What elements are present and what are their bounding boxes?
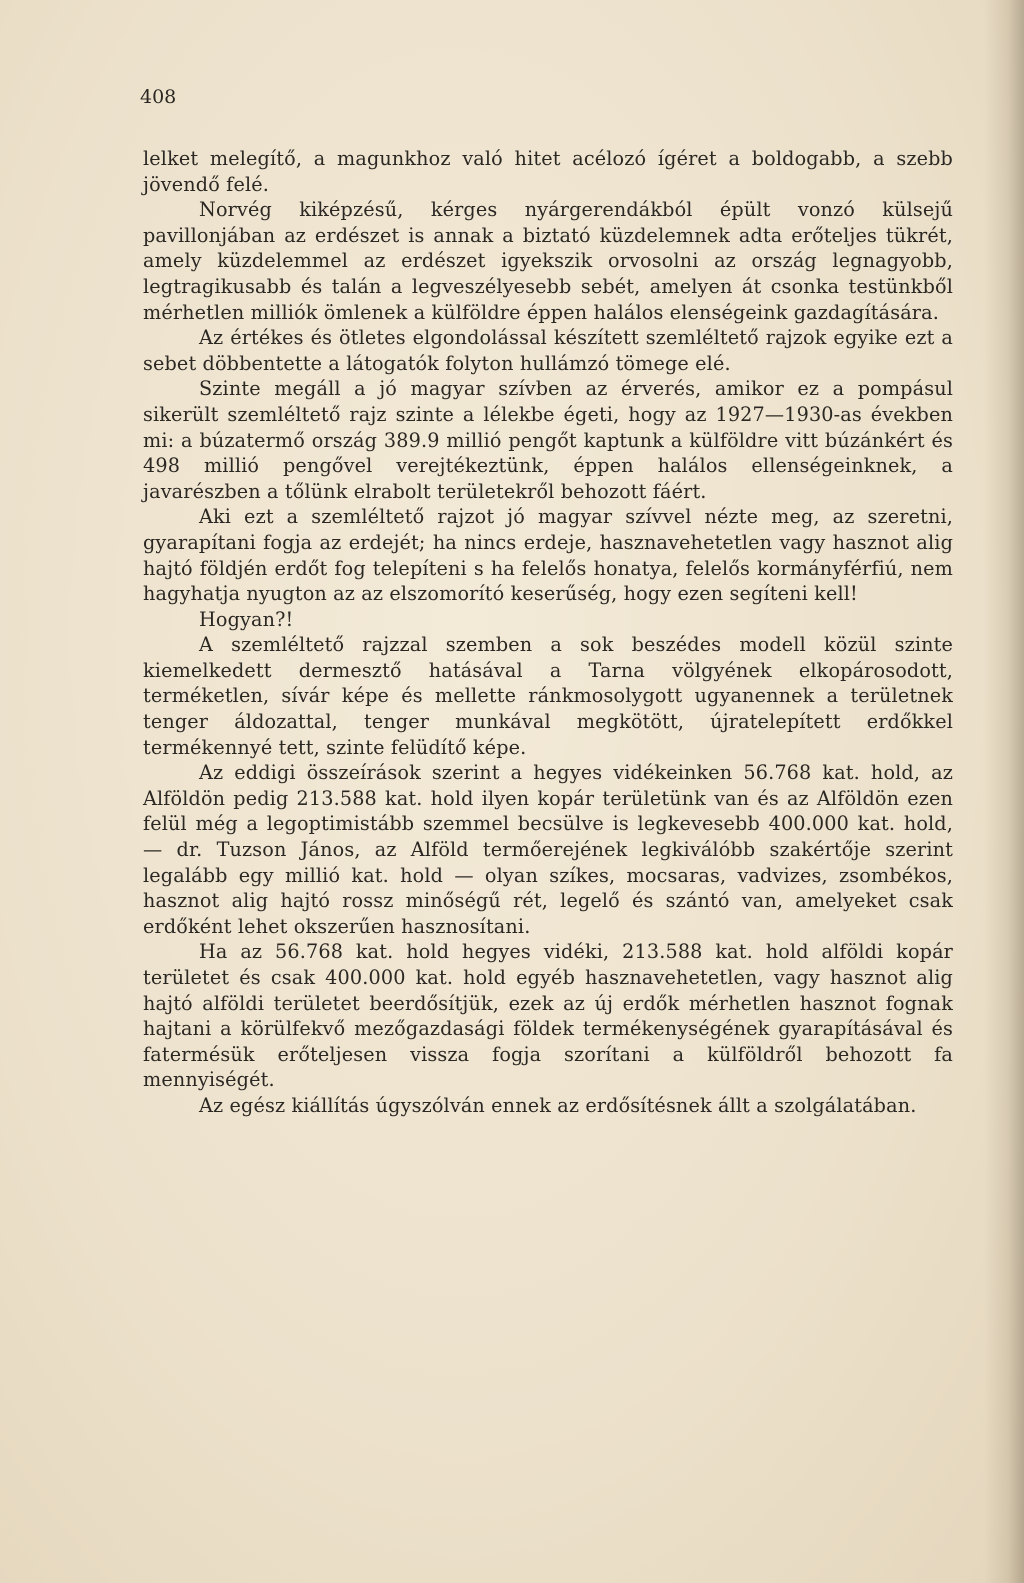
paragraph: Szinte megáll a jó magyar szívben az érverés, amikor ez a pompásul sikerült szemléltető rajz szinte a lélekbe égeti, hogy az 1927—1930-as években mi: a búzatermő ország 389.9 millió pengőt kaptunk a külföldre vitt búzánkért és 498 millió pengővel verejtékeztünk, éppen halálos ellenségeinknek, a javarészben a tőlünk elrabolt területekről behozott fáért.: [143, 377, 953, 503]
paragraph: Az egész kiállítás úgyszólván ennek az erdősítésnek állt a szolgálatában.: [199, 1093, 917, 1117]
paragraph: lelket melegítő, a magunkhoz való hitet acélozó ígéret a boldogabb, a szebb jövendő felé.: [143, 147, 953, 196]
paragraph: Ha az 56.768 kat. hold hegyes vidéki, 213.588 kat. hold alföldi kopár területet és csak 400.000 kat. hold egyéb hasznavehetetlen, vagy hasznot alig hajtó alföldi területet beerdősítjük, ezek az új erdők mérhetlen hasznot fognak hajtani a körülfekvő mezőgazdasági földek termékenységének gyarapításával és fatermésük erőteljesen vissza fogja szorítani a külföldről behozott fa mennyiségét.: [143, 940, 953, 1092]
paragraph: Norvég kiképzésű, kérges nyárgerendákból épült vonzó külsejű pavillonjában az erdészet is annak a biztató küzdelemnek adta erőteljes tükrét, amely küzdelemmel az erdészet igyekszik orvosolni az ország legnagyobb, legtragikusabb és talán a legveszélyesebb sebét, amelyen át csonka testünkből mérhetlen milliók ömlenek a külföldre éppen halálos elenségeink gazdagítására.: [143, 198, 953, 324]
paragraph: Az értékes és ötletes elgondolással készített szemléltető rajzok egyike ezt a sebet döbbentette a látogatók folyton hullámzó tömege elé.: [143, 326, 953, 375]
paragraph: Hogyan?!: [199, 607, 294, 631]
paragraph: Az eddigi összeírások szerint a hegyes vidékeinken 56.768 kat. hold, az Alföldön pedig 213.588 kat. hold ilyen kopár területünk van és az Alföldön ezen felül még a legoptimistább szemmel becsülve is legkevesebb 400.000 kat. hold, — dr. Tuzson János, az Alföld termőerejének legkiválóbb szakértője szerint legalább egy millió kat. hold — olyan szíkes, mocsaras, vadvizes, zsombékos, hasznot alig hajtó rossz minőségű rét, legelő és szántó van, amelyeket csak erdőként lehet okszerűen hasznosítani.: [143, 761, 953, 938]
body-text: [143, 146, 953, 1119]
paragraph: Aki ezt a szemléltető rajzot jó magyar szívvel nézte meg, az szeretni, gyarapítani fogja az erdejét; ha nincs erdeje, hasznavehetetlen vagy hasznot alig hajtó földjén erdőt fog telepíteni s ha felelős honatya, felelős kormányférfiú, nem hagyhatja nyugton az az elszomorító keserűség, hogy ezen segíteni kell!: [143, 505, 953, 606]
page-number: 408: [140, 86, 177, 108]
page-binding-shadow: [984, 0, 1024, 1583]
paragraph: A szemléltető rajzzal szemben a sok beszédes modell közül szinte kiemelkedett dermesztő hatásával a Tarna völgyének elkopárosodott, terméketlen, sívár képe és mellette ránkmosolygott ugyanennek a területnek tenger áldozattal, tenger munkával megkötött, újratelepített erdőkkel termékennyé tett, szinte felüdítő képe.: [143, 633, 953, 759]
